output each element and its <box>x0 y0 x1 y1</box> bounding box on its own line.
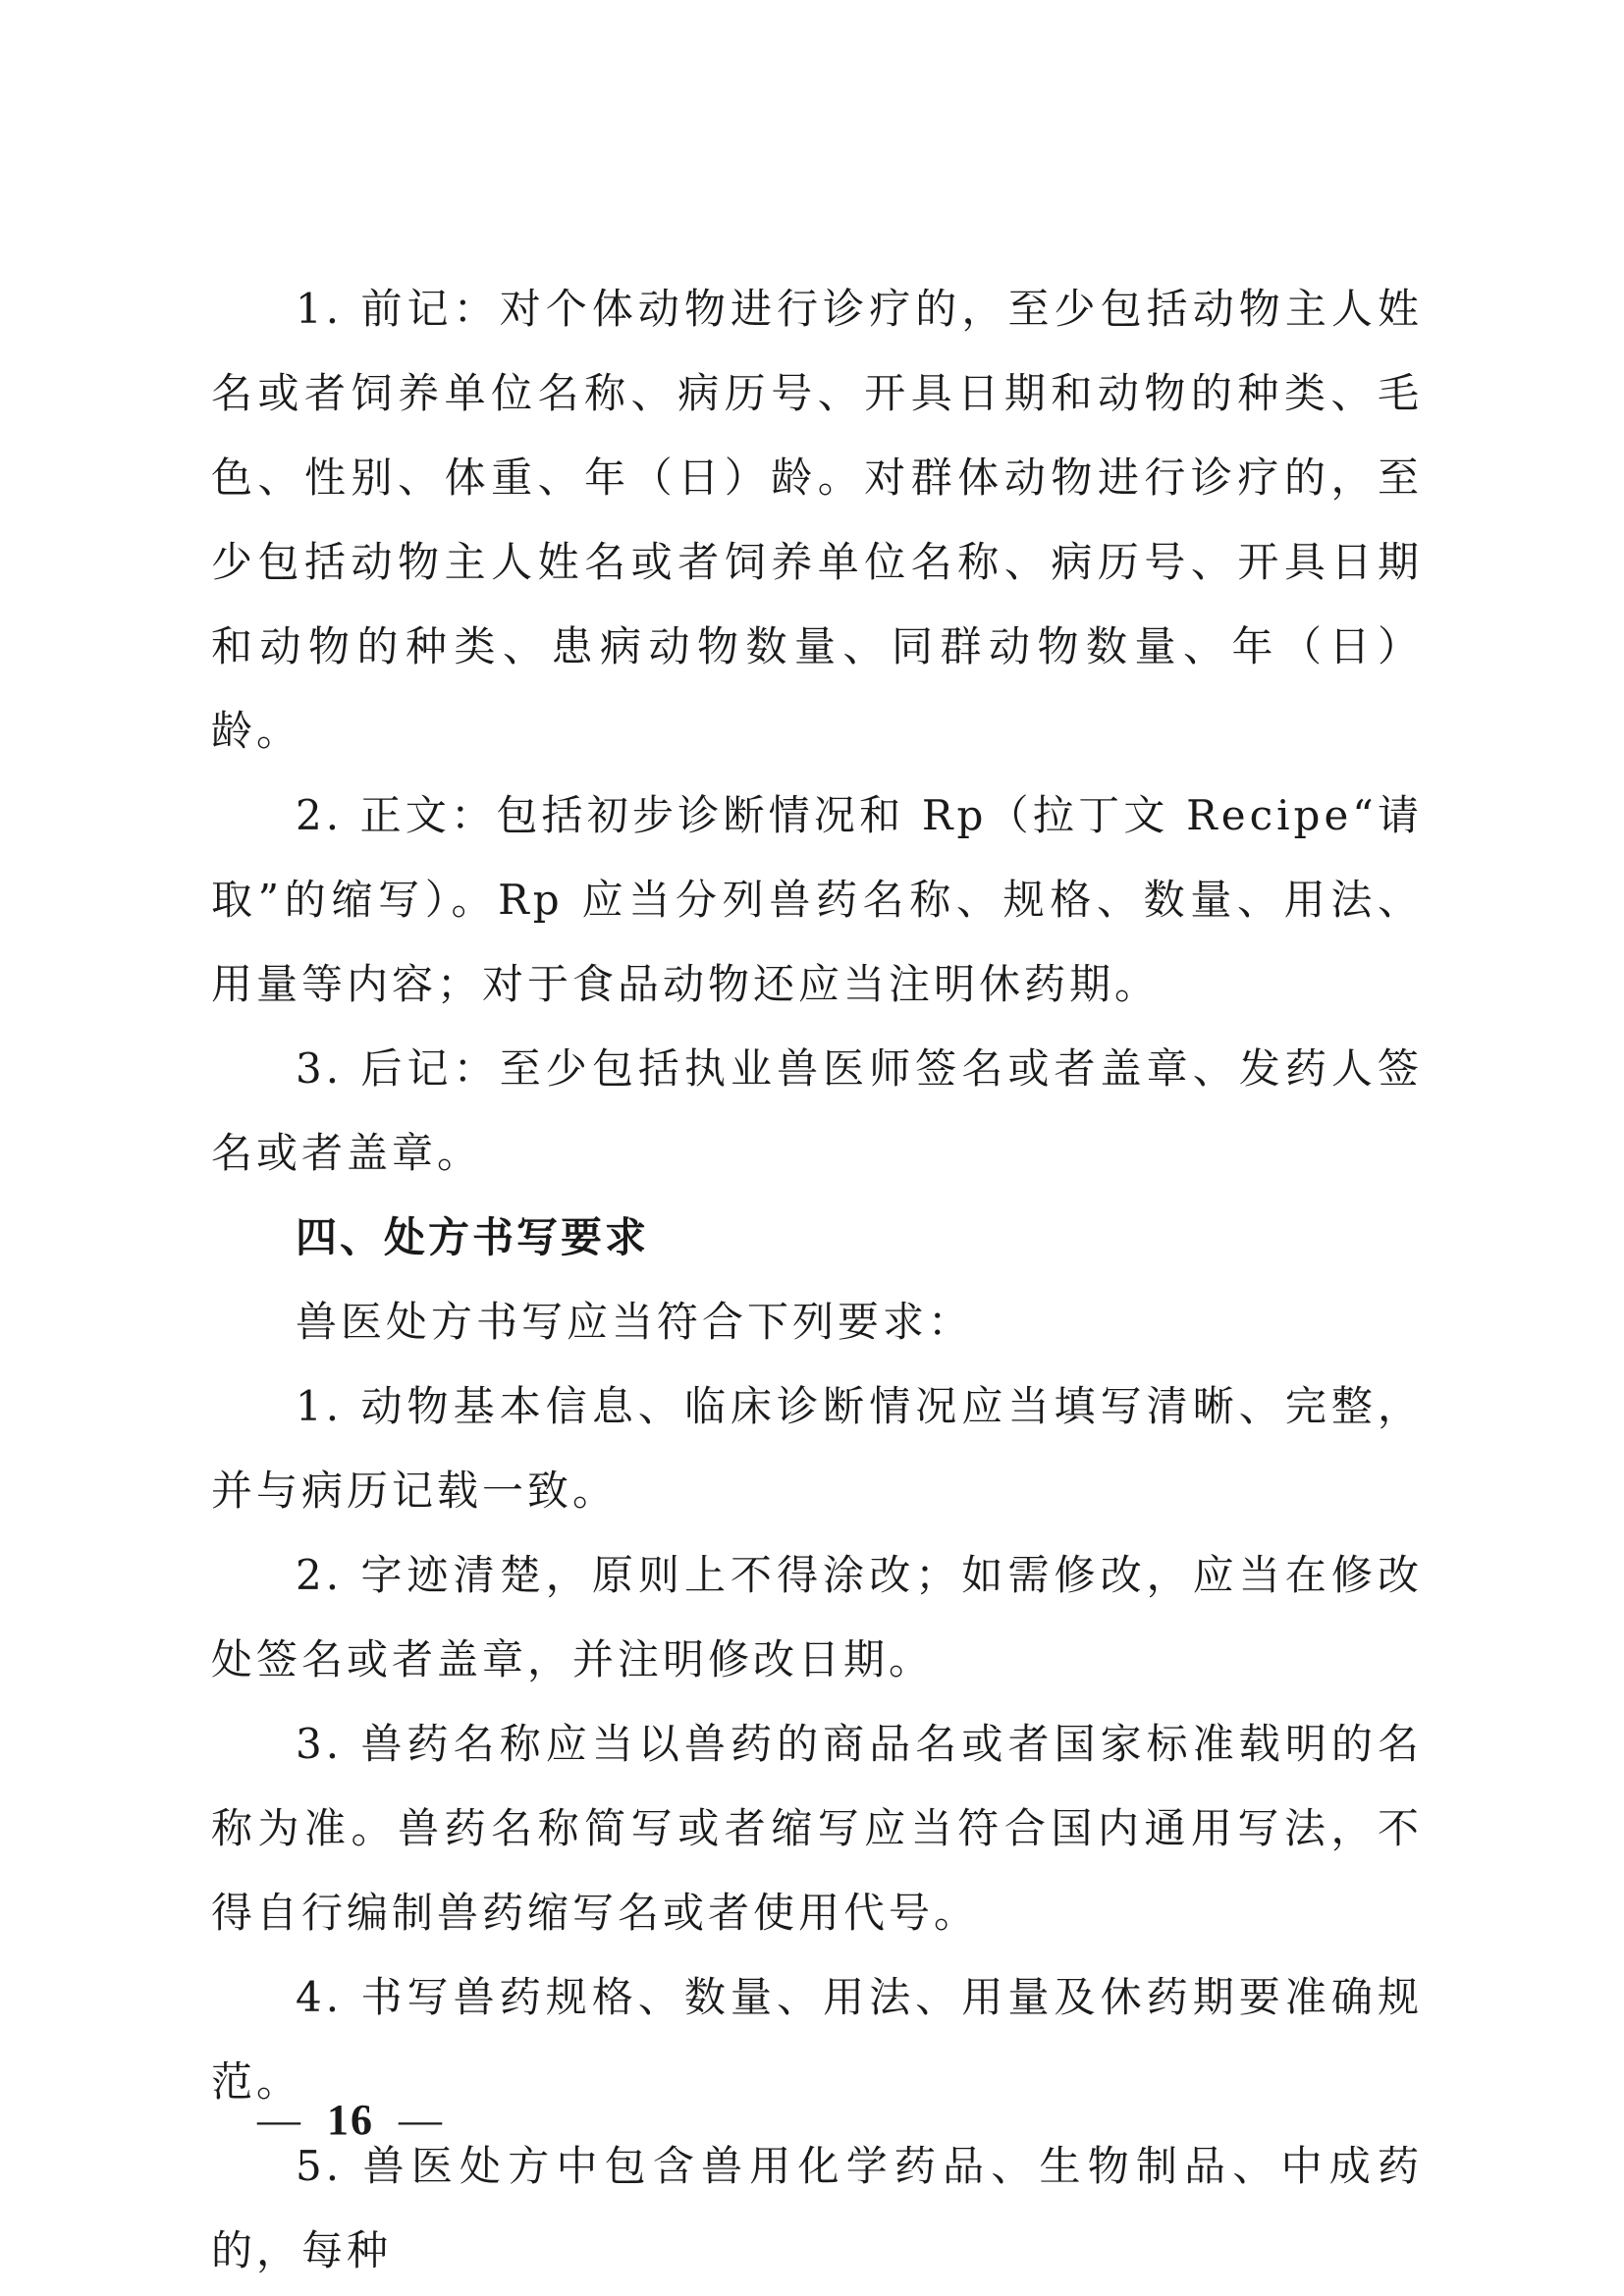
paragraph-postscript: 3. 后记：至少包括执业兽医师签名或者盖章、发药人签名或者盖章。 <box>211 1044 1423 1177</box>
page-number-dash-left: — <box>257 2096 302 2144</box>
page-number <box>245 2091 456 2150</box>
page-number-dash-right: — <box>399 2096 444 2144</box>
paragraph-preface: 1. 前记：对个体动物进行诊疗的，至少包括动物主人姓名或者饲养单位名称、病历号、开具日期和动物的种类、毛色、性别、体重、年（日）龄。对群体动物进行诊疗的，至少包括动物主人姓名或者饲养单位名称、病历号、开具日期和动物的种类、患病动物数量、同群动物数量、年（日）龄。 <box>211 285 1423 755</box>
page-number-value: 16 <box>327 2096 374 2144</box>
requirement-item-1: 1. 动物基本信息、临床诊断情况应当填写清晰、完整，并与病历记载一致。 <box>211 1382 1423 1515</box>
section-heading: 四、处方书写要求 <box>296 1213 650 1261</box>
requirement-item-3: 3. 兽药名称应当以兽药的商品名或者国家标准载明的名称为准。兽药名称简写或者缩写应当符合国内通用写法，不得自行编制兽药缩写名或者使用代号。 <box>211 1720 1423 1937</box>
page-content <box>211 267 1423 2293</box>
paragraph-body-text: 2. 正文：包括初步诊断情况和 Rp（拉丁文 Recipe“请取”的缩写）。Rp 应当分列兽药名称、规格、数量、用法、用量等内容；对于食品动物还应当注明休药期。 <box>211 791 1423 1008</box>
requirement-item-5: 5. 兽医处方中包含兽用化学药品、生物制品、中成药的，每种 <box>211 2142 1423 2274</box>
requirement-item-4: 4. 书写兽药规格、数量、用法、用量及休药期要准确规范。 <box>211 1973 1423 2106</box>
section-intro: 兽医处方书写应当符合下列要求： <box>296 1298 974 1346</box>
requirement-item-2: 2. 字迹清楚，原则上不得涂改；如需修改，应当在修改处签名或者盖章，并注明修改日期。 <box>211 1551 1423 1683</box>
